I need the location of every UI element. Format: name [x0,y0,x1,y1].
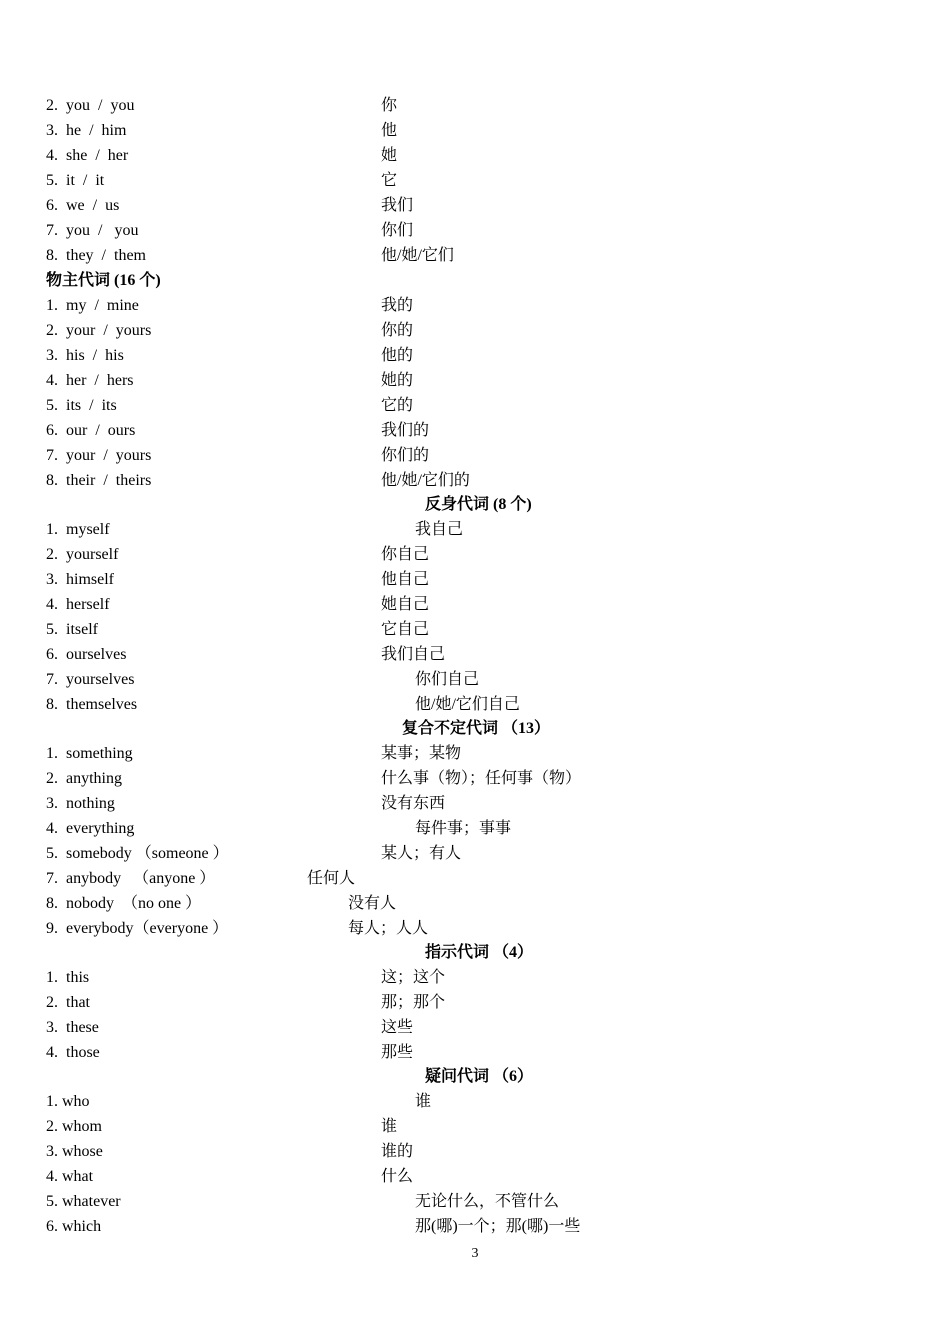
list-item: 8. they / them 他/她/它们 [46,247,454,264]
section-heading-possessive: 物主代词 (16 个) [46,272,161,289]
list-item: 3. whose 谁的 [46,1143,414,1160]
list-item: 2. your / yours 你的 [46,322,414,339]
list-item: 8. themselves 他/她/它们自己 [46,696,520,713]
list-item: 9. everybody（everyone ） 每人；人人 [46,920,429,937]
list-item: 3. these 这些 [46,1019,414,1036]
list-item: 5. its / its 它的 [46,397,414,414]
list-item: 3. his / his 他的 [46,347,414,364]
list-item: 1. myself 我自己 [46,521,464,538]
section-heading-interrogative: 疑问代词 （6） [425,1068,534,1085]
page-number: 3 [471,1246,479,1261]
list-item: 1. who 谁 [46,1093,432,1110]
list-item: 1. this 这；这个 [46,969,446,986]
list-item: 5. it / it 它 [46,172,398,189]
list-item: 4. those 那些 [46,1044,414,1061]
list-item: 3. he / him 他 [46,122,398,139]
list-item: 3. nothing 没有东西 [46,795,446,812]
list-item: 4. she / her 她 [46,147,398,164]
list-item: 4. her / hers 她的 [46,372,414,389]
list-item: 2. yourself 你自己 [46,546,430,563]
list-item: 2. that 那；那个 [46,994,446,1011]
list-item: 7. yourselves 你们自己 [46,671,480,688]
list-item: 6. ourselves 我们自己 [46,646,446,663]
list-item: 6. we / us 我们 [46,197,414,214]
list-item: 7. your / yours 你们的 [46,447,430,464]
list-item: 7. you / you 你们 [46,222,414,239]
list-item: 5. itself 它自己 [46,621,430,638]
section-heading-demonstrative: 指示代词 （4） [425,944,534,961]
list-item: 1. my / mine 我的 [46,297,414,314]
section-heading-reflexive: 反身代词 (8 个) [425,496,532,513]
list-item: 4. what 什么 [46,1168,414,1185]
list-item: 5. whatever 无论什么，不管什么 [46,1193,560,1210]
section-heading-compound-indefinite: 复合不定代词 （13） [402,720,551,737]
list-item: 6. our / ours 我们的 [46,422,430,439]
list-item: 1. something 某事；某物 [46,745,462,762]
list-item: 7. anybody （anyone ） 任何人 [46,870,356,887]
list-item: 4. everything 每件事；事事 [46,820,512,837]
list-item: 4. herself 她自己 [46,596,430,613]
list-item: 2. anything 什么事（物）；任何事（物） [46,770,582,787]
list-item: 5. somebody （someone ） 某人；有人 [46,845,462,862]
list-item: 3. himself 他自己 [46,571,430,588]
list-item: 2. whom 谁 [46,1118,398,1135]
list-item: 6. which 那(哪)一个；那(哪)一些 [46,1218,581,1235]
list-item: 8. their / theirs 他/她/它们的 [46,472,470,489]
list-item: 2. you / you 你 [46,97,398,114]
list-item: 8. nobody （no one ） 没有人 [46,895,397,912]
